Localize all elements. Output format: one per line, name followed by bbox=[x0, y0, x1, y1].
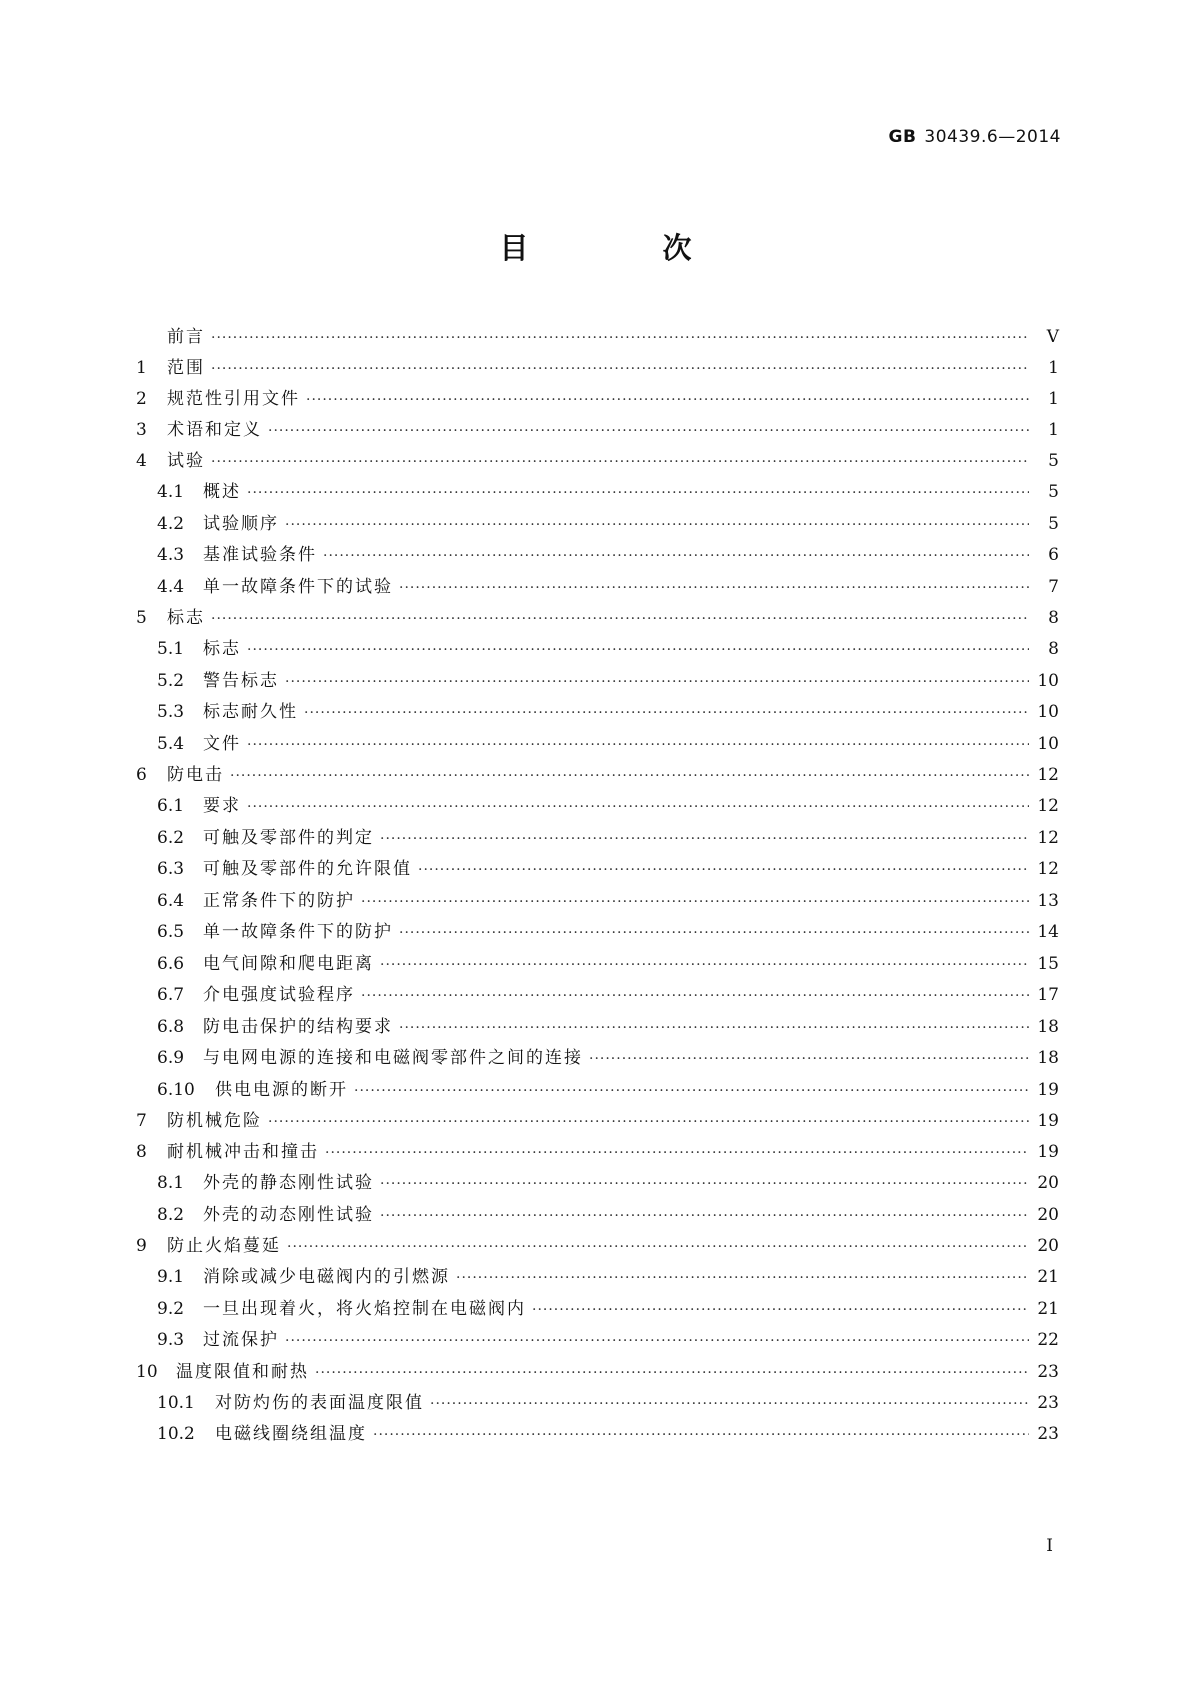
toc-entry-page: 15 bbox=[1037, 953, 1059, 974]
toc-dot-leader bbox=[287, 1239, 1029, 1255]
toc-entry-page: 10 bbox=[1037, 670, 1059, 691]
toc-entry[interactable] bbox=[136, 949, 1059, 981]
toc-entry-number: 10 bbox=[136, 1361, 158, 1382]
toc-entry-page: 18 bbox=[1037, 1016, 1059, 1037]
toc-dot-leader bbox=[230, 768, 1029, 784]
toc-entry-title: 范围 bbox=[167, 358, 205, 378]
toc-entry-number: 9.3 bbox=[157, 1330, 185, 1350]
standard-prefix: GB bbox=[888, 127, 917, 147]
toc-entry-page: 23 bbox=[1037, 1424, 1059, 1444]
toc-entry[interactable] bbox=[136, 1325, 1059, 1357]
toc-entry-title: 消除或减少电磁阀内的引燃源 bbox=[203, 1267, 450, 1287]
toc-entry-number: 5.2 bbox=[157, 670, 185, 691]
toc-entry-page: 19 bbox=[1037, 1111, 1059, 1131]
toc-entry-title: 电气间隙和爬电距离 bbox=[203, 953, 374, 974]
toc-entry[interactable] bbox=[136, 1419, 1059, 1451]
toc-entry-number: 9 bbox=[136, 1236, 147, 1256]
toc-entry-title: 试验 bbox=[167, 451, 205, 471]
toc-entry[interactable] bbox=[136, 760, 1059, 791]
toc-dot-leader bbox=[247, 799, 1029, 815]
toc-entry-number: 6.5 bbox=[157, 922, 185, 942]
toc-entry[interactable] bbox=[136, 1012, 1059, 1044]
toc-entry-title: 规范性引用文件 bbox=[167, 389, 300, 409]
toc-dot-leader bbox=[456, 1270, 1029, 1286]
toc-entry-page: 5 bbox=[1048, 513, 1059, 534]
toc-entry-number: 6.10 bbox=[157, 1079, 195, 1100]
toc-entry-page: 23 bbox=[1037, 1361, 1059, 1382]
toc-entry-number: 7 bbox=[136, 1111, 147, 1131]
toc-dot-leader bbox=[373, 1427, 1029, 1443]
toc-entry-number: 8 bbox=[136, 1142, 147, 1162]
toc-dot-leader bbox=[315, 1365, 1029, 1381]
toc-entry-number: 6.3 bbox=[157, 859, 185, 879]
toc-entry-page: 17 bbox=[1037, 985, 1059, 1005]
toc-entry-page: 20 bbox=[1037, 1204, 1059, 1225]
toc-entry[interactable] bbox=[136, 1388, 1059, 1420]
toc-dot-leader bbox=[285, 674, 1029, 690]
toc-entry-number: 5 bbox=[136, 608, 147, 628]
toc-entry-number: 6 bbox=[136, 765, 147, 785]
toc-dot-leader bbox=[211, 330, 1029, 346]
toc-entry-page: 23 bbox=[1037, 1392, 1059, 1413]
toc-dot-leader bbox=[354, 1083, 1029, 1099]
toc-entry-number: 6.4 bbox=[157, 890, 185, 911]
toc-entry-title: 过流保护 bbox=[203, 1330, 279, 1350]
toc-entry-title: 标志 bbox=[167, 608, 205, 628]
toc-entry-page: 13 bbox=[1037, 890, 1059, 911]
toc-entry[interactable] bbox=[136, 1262, 1059, 1294]
toc-entry-number: 6.6 bbox=[157, 953, 185, 974]
toc-entry-title: 单一故障条件下的试验 bbox=[203, 576, 393, 597]
toc-entry-page: 21 bbox=[1037, 1298, 1059, 1319]
toc-entry-page: 18 bbox=[1037, 1048, 1059, 1068]
toc-entry[interactable] bbox=[136, 477, 1059, 509]
toc-entry-title: 防机械危险 bbox=[167, 1111, 262, 1131]
toc-entry-page: 14 bbox=[1037, 922, 1059, 942]
toc-entry-page: 1 bbox=[1048, 358, 1059, 378]
toc-dot-leader bbox=[285, 1333, 1029, 1349]
toc-entry[interactable] bbox=[136, 1200, 1059, 1232]
toc-entry-title: 警告标志 bbox=[203, 670, 279, 691]
toc-dot-leader bbox=[532, 1302, 1029, 1318]
toc-entry-number: 9.2 bbox=[157, 1298, 185, 1319]
toc-entry[interactable] bbox=[136, 1137, 1059, 1168]
toc-entry-number: 6.9 bbox=[157, 1048, 185, 1068]
toc-entry-number: 10.2 bbox=[157, 1424, 195, 1444]
toc-dot-leader bbox=[211, 611, 1029, 627]
toc-dot-leader bbox=[306, 392, 1029, 408]
toc-entry[interactable] bbox=[136, 917, 1059, 949]
toc-entry-page: 19 bbox=[1037, 1142, 1059, 1162]
toc-entry-title: 概述 bbox=[203, 482, 241, 502]
toc-entry-page: 12 bbox=[1037, 827, 1059, 848]
toc-entry-page: 5 bbox=[1048, 451, 1059, 471]
toc-entry[interactable] bbox=[136, 823, 1059, 855]
toc-entry-title: 与电网电源的连接和电磁阀零部件之间的连接 bbox=[203, 1048, 583, 1068]
toc-dot-leader bbox=[380, 1176, 1029, 1192]
toc-dot-leader bbox=[361, 988, 1029, 1004]
toc-dot-leader bbox=[589, 1051, 1029, 1067]
toc-entry[interactable] bbox=[136, 697, 1059, 729]
toc-entry[interactable] bbox=[136, 634, 1059, 666]
toc-entry-number: 5.3 bbox=[157, 702, 185, 722]
toc-entry-number: 6.8 bbox=[157, 1016, 185, 1037]
toc-entry-title: 防止火焰蔓延 bbox=[167, 1236, 281, 1256]
toc-entry[interactable] bbox=[136, 1294, 1059, 1326]
toc-entry-title: 可触及零部件的允许限值 bbox=[203, 859, 412, 879]
toc-entry-number: 4.2 bbox=[157, 513, 185, 534]
toc-entry-number: 5.4 bbox=[157, 733, 185, 754]
toc-entry-number: 6.1 bbox=[157, 796, 185, 816]
toc-entry-page: 20 bbox=[1037, 1236, 1059, 1256]
toc-entry-title: 一旦出现着火，将火焰控制在电磁阀内 bbox=[203, 1298, 526, 1319]
toc-entry-number: 6.2 bbox=[157, 827, 185, 848]
toc-dot-leader bbox=[380, 957, 1029, 973]
page-number: I bbox=[1046, 1536, 1053, 1556]
toc-entry-number: 3 bbox=[136, 420, 147, 440]
toc-entry-page: 8 bbox=[1048, 608, 1059, 628]
toc-entry-page: 7 bbox=[1048, 576, 1059, 597]
toc-entry-number: 4.3 bbox=[157, 545, 185, 565]
toc-entry-number: 6.7 bbox=[157, 985, 185, 1005]
toc-entry-page: 20 bbox=[1037, 1173, 1059, 1193]
toc-entry-title: 耐机械冲击和撞击 bbox=[167, 1142, 319, 1162]
toc-entry-page: 5 bbox=[1048, 482, 1059, 502]
toc-entry-title: 防电击保护的结构要求 bbox=[203, 1016, 393, 1037]
toc-entry-page: 22 bbox=[1037, 1330, 1059, 1350]
toc-dot-leader bbox=[361, 894, 1029, 910]
toc-entry[interactable] bbox=[136, 1075, 1059, 1107]
toc-entry-page: 10 bbox=[1037, 702, 1059, 722]
toc-dot-leader bbox=[380, 831, 1029, 847]
toc-entry-number: 4.1 bbox=[157, 482, 185, 502]
toc-dot-leader bbox=[325, 1145, 1029, 1161]
toc-entry-page: 21 bbox=[1037, 1267, 1059, 1287]
toc-dot-leader bbox=[211, 361, 1029, 377]
toc-entry-page: 19 bbox=[1037, 1079, 1059, 1100]
toc-entry-title: 供电电源的断开 bbox=[215, 1079, 348, 1100]
toc-dot-leader bbox=[211, 454, 1029, 470]
toc-dot-leader bbox=[430, 1396, 1029, 1412]
toc-dot-leader bbox=[399, 1020, 1029, 1036]
toc-entry[interactable] bbox=[136, 1168, 1059, 1200]
toc-dot-leader bbox=[247, 642, 1029, 658]
toc-dot-leader bbox=[247, 485, 1029, 501]
toc-entry[interactable] bbox=[136, 415, 1059, 446]
toc-entry-page: V bbox=[1046, 327, 1059, 347]
toc-entry[interactable] bbox=[136, 509, 1059, 541]
toc-entry-title: 防电击 bbox=[167, 765, 224, 785]
toc-dot-leader bbox=[285, 517, 1029, 533]
toc-dot-leader bbox=[399, 580, 1029, 596]
standard-number: 30439.6—2014 bbox=[924, 127, 1061, 147]
toc-entry-number: 2 bbox=[136, 389, 147, 409]
toc-dot-leader bbox=[380, 1208, 1029, 1224]
toc-dot-leader bbox=[268, 1114, 1029, 1130]
toc-entry-title: 对防灼伤的表面温度限值 bbox=[215, 1392, 424, 1413]
toc-entry[interactable] bbox=[136, 886, 1059, 918]
toc-entry-number: 5.1 bbox=[157, 639, 185, 659]
table-of-contents bbox=[136, 322, 1059, 1451]
toc-entry-page: 1 bbox=[1048, 420, 1059, 440]
toc-entry-number: 8.2 bbox=[157, 1204, 185, 1225]
toc-entry-page: 10 bbox=[1037, 733, 1059, 754]
toc-entry-page: 6 bbox=[1048, 545, 1059, 565]
toc-entry-title: 前言 bbox=[167, 327, 205, 347]
toc-entry-page: 1 bbox=[1048, 389, 1059, 409]
toc-entry-page: 8 bbox=[1048, 639, 1059, 659]
toc-entry[interactable] bbox=[136, 1357, 1059, 1388]
toc-dot-leader bbox=[268, 423, 1029, 439]
toc-entry-page: 12 bbox=[1037, 765, 1059, 785]
toc-entry-title: 温度限值和耐热 bbox=[176, 1361, 309, 1382]
toc-entry[interactable] bbox=[136, 446, 1059, 477]
toc-dot-leader bbox=[323, 548, 1029, 564]
toc-entry-page: 12 bbox=[1037, 796, 1059, 816]
toc-entry-number: 9.1 bbox=[157, 1267, 185, 1287]
toc-entry[interactable] bbox=[136, 666, 1059, 698]
toc-entry[interactable] bbox=[136, 603, 1059, 634]
toc-entry[interactable] bbox=[136, 322, 1059, 353]
toc-entry[interactable] bbox=[136, 1231, 1059, 1262]
toc-entry-title: 介电强度试验程序 bbox=[203, 985, 355, 1005]
toc-dot-leader bbox=[247, 737, 1029, 753]
toc-entry-title: 正常条件下的防护 bbox=[203, 890, 355, 911]
toc-entry[interactable] bbox=[136, 729, 1059, 761]
toc-entry-title: 单一故障条件下的防护 bbox=[203, 922, 393, 942]
toc-entry-number: 4 bbox=[136, 451, 147, 471]
toc-entry-title: 电磁线圈绕组温度 bbox=[215, 1424, 367, 1444]
toc-entry[interactable] bbox=[136, 540, 1059, 572]
toc-entry[interactable] bbox=[136, 980, 1059, 1012]
toc-entry-title: 可触及零部件的判定 bbox=[203, 827, 374, 848]
toc-entry-number: 1 bbox=[136, 358, 147, 378]
toc-entry-title: 外壳的静态刚性试验 bbox=[203, 1173, 374, 1193]
toc-entry[interactable] bbox=[136, 384, 1059, 415]
toc-entry-title: 文件 bbox=[203, 733, 241, 754]
page-title: 目 次 bbox=[499, 231, 754, 265]
toc-dot-leader bbox=[418, 862, 1029, 878]
toc-entry[interactable] bbox=[136, 854, 1059, 886]
toc-dot-leader bbox=[304, 705, 1029, 721]
toc-dot-leader bbox=[399, 925, 1029, 941]
toc-entry-title: 试验顺序 bbox=[203, 513, 279, 534]
toc-entry-number: 4.4 bbox=[157, 576, 185, 597]
toc-entry-title: 基准试验条件 bbox=[203, 545, 317, 565]
toc-entry-title: 术语和定义 bbox=[167, 420, 262, 440]
toc-entry-title: 要求 bbox=[203, 796, 241, 816]
toc-entry[interactable] bbox=[136, 791, 1059, 823]
toc-entry[interactable] bbox=[136, 572, 1059, 604]
toc-entry[interactable] bbox=[136, 1106, 1059, 1137]
standard-code bbox=[889, 127, 1062, 147]
toc-entry-number: 10.1 bbox=[157, 1392, 195, 1413]
toc-entry[interactable] bbox=[136, 1043, 1059, 1075]
toc-entry-number: 8.1 bbox=[157, 1173, 185, 1193]
toc-entry-title: 标志耐久性 bbox=[203, 702, 298, 722]
toc-entry-title: 标志 bbox=[203, 639, 241, 659]
toc-entry-title: 外壳的动态刚性试验 bbox=[203, 1204, 374, 1225]
toc-entry[interactable] bbox=[136, 353, 1059, 384]
toc-entry-page: 12 bbox=[1037, 859, 1059, 879]
